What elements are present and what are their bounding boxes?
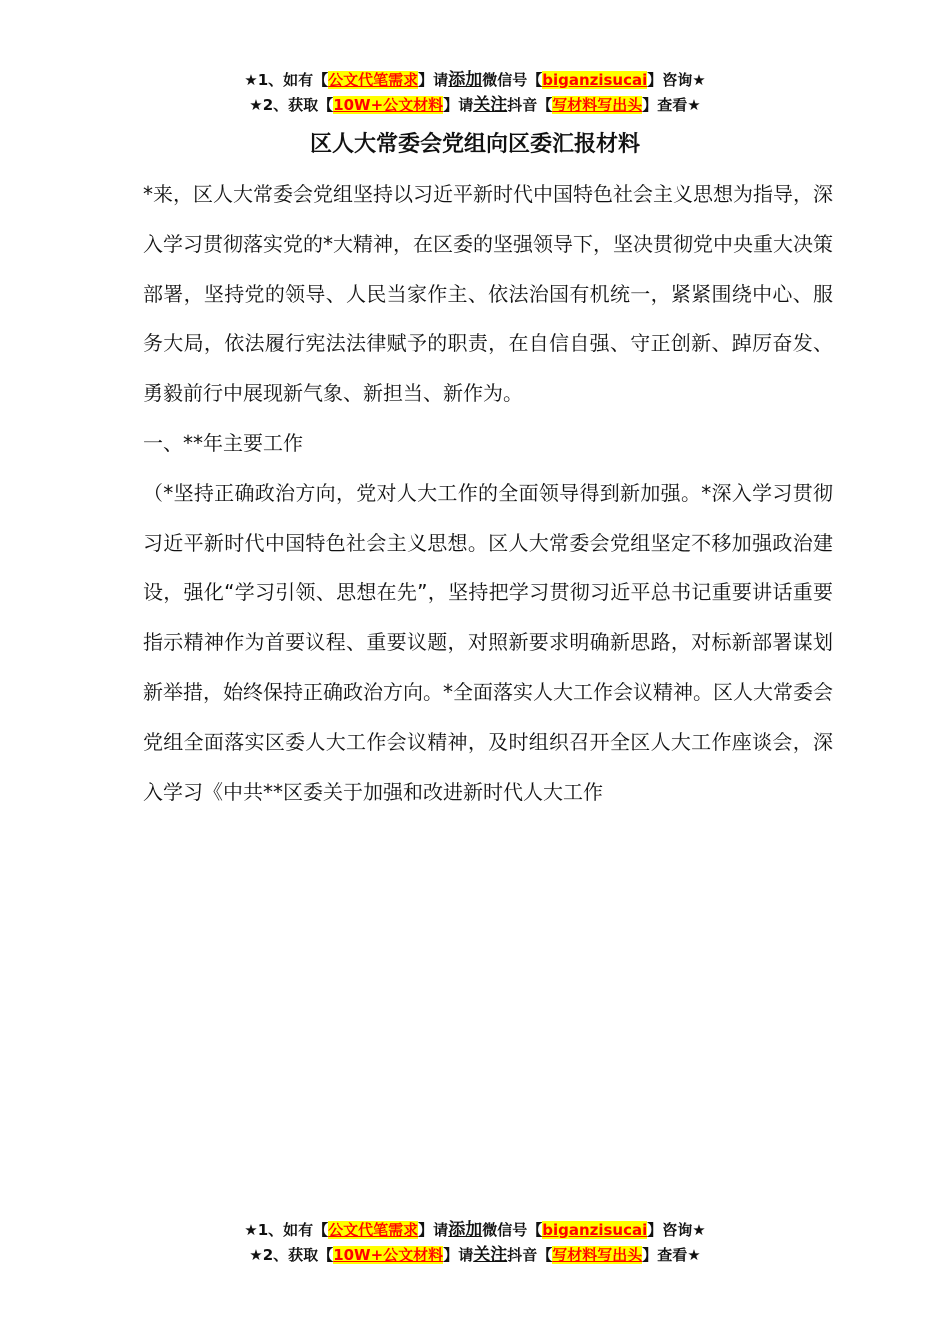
ad-highlight: biganzisucai (542, 71, 648, 89)
header-ad-line-1 (0, 68, 950, 92)
document-body (143, 170, 833, 817)
footer-ad-line-1 (0, 1218, 950, 1242)
ad-highlight: 写材料写出头 (552, 96, 643, 114)
header-ad-line-2 (0, 93, 950, 117)
ad-emphasis: 添加 (448, 70, 483, 90)
paragraph-section-1: （*坚持正确政治方向，党对人大工作的全面领导得到新加强。*深入学习贯彻习近平新时代中国特色社会主义思想。区人大常委会党组坚定不移加强政治建设，强化“学习引领、思想在先”，坚持把学习贯彻习近平总书记重要讲话重要指示精神作为首要议程、重要议题，对照新要求明确新思路，对标新部署谋划新举措，始终保持正确政治方向。*全面落实人大工作会议精神。区人大常委会党组全面落实区委人大工作会议精神，及时组织召开全区人大工作座谈会，深入学习《中共**区委关于加强和改进新时代人大工作 (143, 480, 833, 804)
ad-text: 微信号【 (482, 1221, 543, 1239)
ad-highlight: 公文代笔需求 (328, 1221, 419, 1239)
ad-text: ★1、如有【 (244, 1221, 329, 1239)
ad-text: 】查看★ (642, 96, 701, 114)
ad-text: 】请 (418, 71, 449, 89)
ad-text: 】请 (418, 1221, 449, 1239)
ad-highlight: 公文代笔需求 (328, 71, 419, 89)
paragraph-intro: *来，区人大常委会党组坚持以习近平新时代中国特色社会主义思想为指导，深入学习贯彻落实党的*大精神，在区委的坚强领导下，坚决贯彻党中央重大决策部署，坚持党的领导、人民当家作主、依法治国有机统一，紧紧围绕中心、服务大局，依法履行宪法法律赋予的职责，在自信自强、守正创新、踔厉奋发、勇毅前行中展现新气象、新担当、新作为。 (143, 182, 833, 406)
ad-highlight: 10W+公文材料 (333, 1246, 444, 1264)
ad-emphasis: 关注 (473, 95, 508, 115)
ad-text: 抖音【 (507, 1246, 553, 1264)
ad-text: 】请 (443, 96, 474, 114)
footer-ad-line-2 (0, 1243, 950, 1267)
ad-text: 】请 (443, 1246, 474, 1264)
ad-text: ★2、获取【 (249, 96, 334, 114)
ad-text: ★1、如有【 (244, 71, 329, 89)
section-heading: 一、**年主要工作 (143, 430, 303, 455)
ad-highlight: 写材料写出头 (552, 1246, 643, 1264)
ad-text: ★2、获取【 (249, 1246, 334, 1264)
ad-text: 微信号【 (482, 71, 543, 89)
ad-text: 抖音【 (507, 96, 553, 114)
ad-text: 】咨询★ (647, 71, 706, 89)
ad-text: 】查看★ (642, 1246, 701, 1264)
document-title: 区人大常委会党组向区委汇报材料 (309, 132, 640, 157)
ad-emphasis: 关注 (473, 1245, 508, 1265)
ad-text: 】咨询★ (647, 1221, 706, 1239)
ad-highlight: 10W+公文材料 (333, 96, 444, 114)
ad-highlight: biganzisucai (542, 1221, 648, 1239)
ad-emphasis: 添加 (448, 1220, 483, 1240)
